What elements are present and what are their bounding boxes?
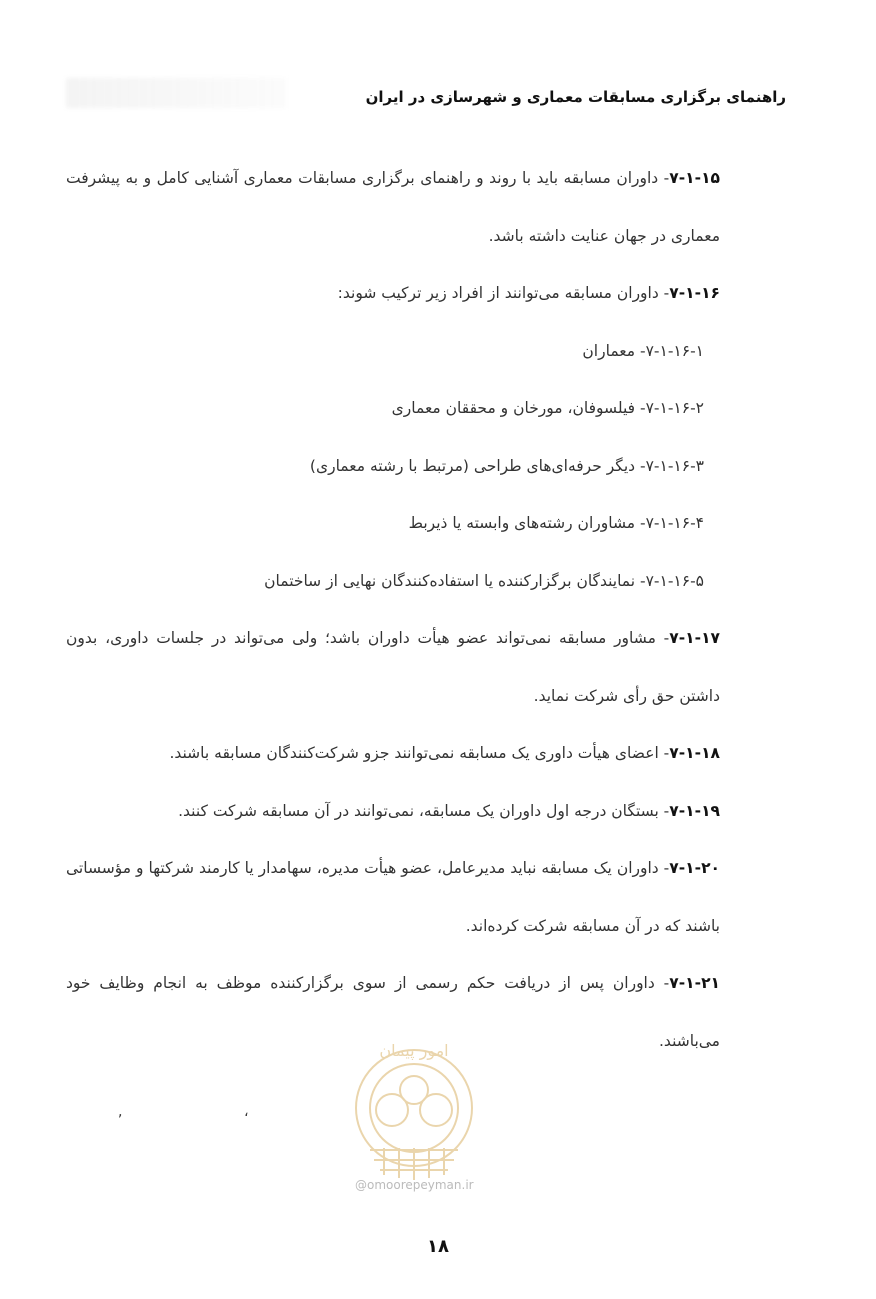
subclause-5 xyxy=(66,553,704,611)
clause-number: ۷-۱-۱۵ xyxy=(669,169,720,187)
stray-mark: ، xyxy=(244,1104,249,1120)
clause-text: - بستگان درجه اول داوران یک مسابقه، نمی‌توانند در آن مسابقه شرکت کنند. xyxy=(178,801,670,820)
watermark-seal-icon xyxy=(334,1030,494,1190)
clause-number: ۷-۱-۱۸ xyxy=(669,744,720,762)
clause-number: ۷-۱-۱۹ xyxy=(669,801,720,820)
clause-7-1-17 xyxy=(66,610,720,725)
watermark-seal-text: امور پیمان xyxy=(379,1041,449,1060)
stray-mark: , xyxy=(118,1104,123,1120)
clause-number: ۷-۱-۱۷ xyxy=(669,629,720,647)
subclause-text: ۷-۱-۱۶-۴- مشاوران رشته‌های وابسته یا ذیربط xyxy=(408,514,704,532)
watermark-url: @omoorepeyman.ir xyxy=(355,1178,474,1192)
clause-text: - مشاور مسابقه نمی‌تواند عضو هیأت داوران باشد؛ ولی می‌تواند در جلسات داوری، بدون داشتن حق رأی شرکت نماید. xyxy=(66,629,720,705)
subclause-text: ۷-۱-۱۶-۱- معماران xyxy=(582,341,704,360)
body-text xyxy=(66,150,720,1070)
clause-number: ۷-۱-۲۱ xyxy=(669,974,720,992)
clause-7-1-15 xyxy=(66,150,720,265)
clause-text: - داوران پس از دریافت حکم رسمی از سوی برگزارکننده موظف به انجام وظایف خود می‌باشند. xyxy=(66,974,720,1050)
subclause-4 xyxy=(66,495,704,553)
clause-7-1-20 xyxy=(66,840,720,955)
subclause-text: ۷-۱-۱۶-۳- دیگر حرفه‌ای‌های طراحی (مرتبط با رشته معماری) xyxy=(309,456,704,475)
clause-number: ۷-۱-۲۰ xyxy=(669,859,720,877)
clause-text: - اعضای هیأت داوری یک مسابقه نمی‌توانند جزو شرکت‌کنندگان مسابقه باشند. xyxy=(169,744,670,762)
subclause-2 xyxy=(66,380,704,438)
clause-text: - داوران یک مسابقه نباید مدیرعامل، عضو هیأت مدیره، سهامدار یا کارمند شرکتها و مؤسساتی باشند که در آن مسابقه شرکت کرده‌اند. xyxy=(66,859,720,935)
page-number: ۱۸ xyxy=(427,1236,449,1257)
running-header: راهنمای برگزاری مسابقات معماری و شهرسازی در ایران xyxy=(365,88,786,106)
clause-7-1-16 xyxy=(66,265,720,323)
subclause-1 xyxy=(66,323,704,381)
header-scan-smudge xyxy=(66,78,286,108)
clause-number: ۷-۱-۱۶ xyxy=(669,284,720,302)
subclause-3 xyxy=(66,438,704,496)
subclause-text: ۷-۱-۱۶-۲- فیلسوفان، مورخان و محققان معماری xyxy=(391,399,704,417)
clause-7-1-19 xyxy=(66,783,720,841)
clause-7-1-18 xyxy=(66,725,720,783)
subclause-text: ۷-۱-۱۶-۵- نمایندگان برگزارکننده یا استفاده‌کنندگان نهایی از ساختمان xyxy=(264,571,704,590)
clause-text: - داوران مسابقه باید با روند و راهنمای برگزاری مسابقات معماری آشنایی کامل و به پیشرفت معماری در جهان عنایت داشته باشد. xyxy=(66,169,720,245)
clause-text: - داوران مسابقه می‌توانند از افراد زیر ترکیب شوند: xyxy=(337,284,670,302)
